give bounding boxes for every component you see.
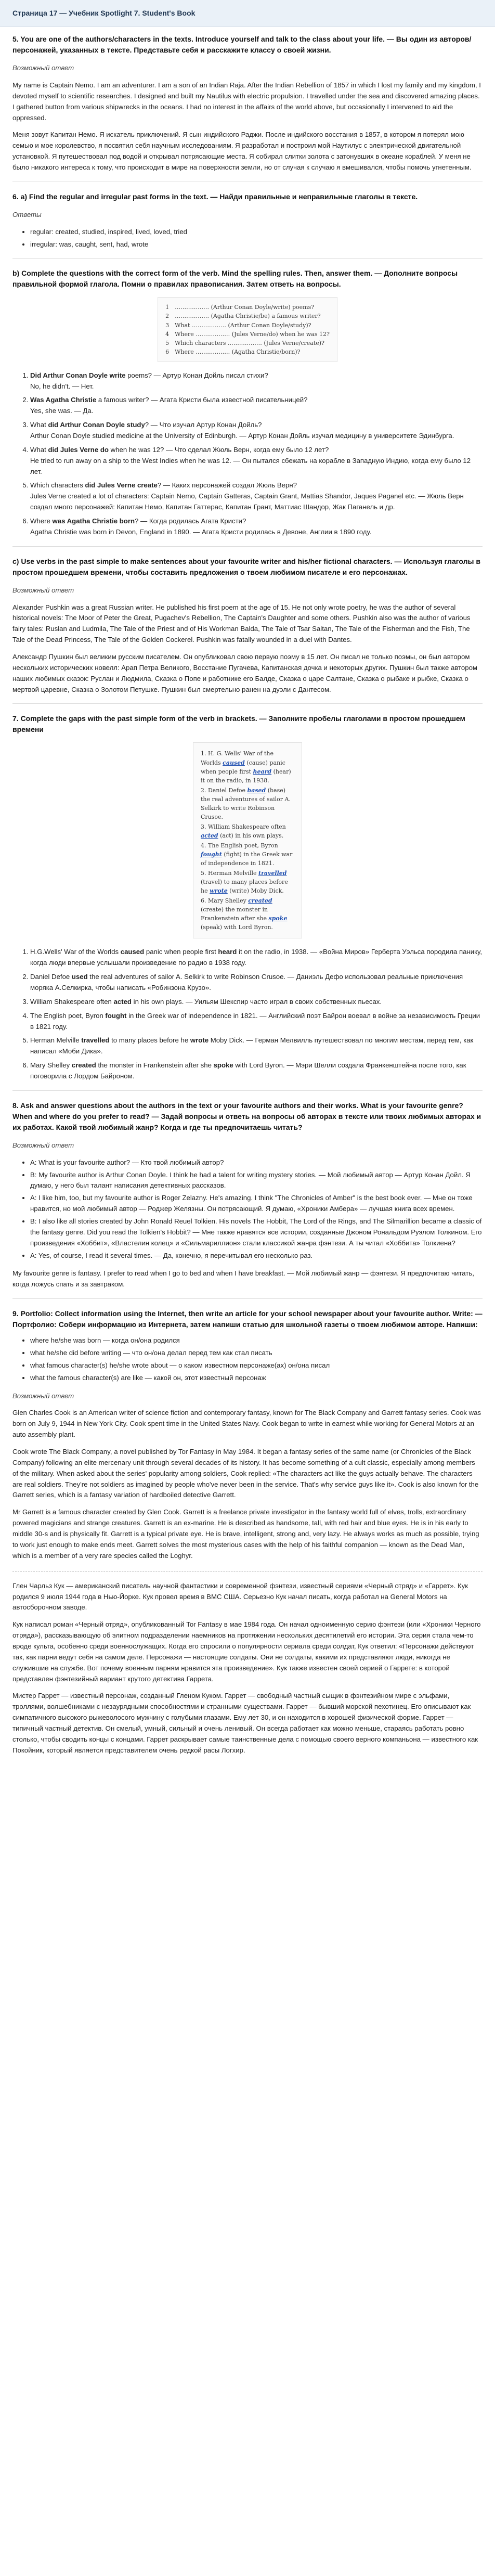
exercise-8-title: 8. Ask and answer questions about the authors in the text or your favourite authors and their works. What is your favourite genre? When and where do you prefer to read? — Задай вопросы и ответь на вопросы об авторах в тексте или твоих любимых авторах и их работах. Какой твой любимый жанр? Когда и где ты предпочитаешь читать? bbox=[12, 1101, 481, 1131]
q-answer: Jules Verne created a lot of characters: Captain Nemo, Captain Gatteras, Captain Grant, Mattias Shandor, Jaques Paganel etc. — Жюль Верн создал много персонажей: Капитан Немо, Капитан Гаттерас, Капитан Грант, Маттиас Шандор, Жак Паганель и др. bbox=[30, 492, 464, 511]
s-mid: to many places before he bbox=[109, 1036, 190, 1045]
dashed-divider bbox=[12, 1571, 483, 1572]
list-item bbox=[30, 420, 483, 442]
row-text: (create) the monster in Frankenstein after she bbox=[201, 906, 269, 922]
s-mid: panic when people first bbox=[144, 948, 218, 956]
row-text: (travel) to many places before he bbox=[201, 879, 288, 895]
exercise-5 bbox=[12, 34, 483, 173]
q-post: poems? — Артур Конан Дойль писал стихи? bbox=[125, 371, 268, 379]
exercise-8-dialogue bbox=[12, 1157, 483, 1261]
content bbox=[0, 34, 495, 1774]
exercise-6a-list bbox=[12, 227, 483, 250]
exercise-8 bbox=[12, 1100, 483, 1290]
exercise-9-en-1: Glen Charles Cook is an American writer of science fiction and contemporary fantasy, known for The Black Company and Garrett fantasy series. Cook was born on July 9, 1944 in New York City. Cook spent time in the United States Navy. Cook began to write in earnest while working for General Motors at an auto assembly plant. bbox=[12, 1409, 481, 1439]
answer-label: Ответы bbox=[12, 210, 42, 218]
book-row: 5. Herman Melville travelled (travel) to many places before he wrote (write) Moby Dick. bbox=[201, 870, 288, 895]
q-answer: Yes, she was. — Да. bbox=[30, 407, 94, 415]
row-text: (fight) in the Greek war of independence in 1821. bbox=[201, 851, 293, 867]
row-text: (speak) with Lord Byron. bbox=[201, 924, 273, 931]
list-item: • what the famous character(s) are like — какой он, этот известный персонаж bbox=[30, 1373, 483, 1384]
exercise-7-book-image bbox=[12, 742, 483, 938]
list-item: • A: What is your favourite author? — Кто твой любимый автор? bbox=[30, 1157, 483, 1168]
s-verb: used bbox=[71, 973, 88, 981]
gap-answer: travelled bbox=[258, 870, 287, 877]
row-text: (hear) it on the radio, in 1938. bbox=[201, 768, 291, 784]
book-excerpt bbox=[193, 742, 302, 938]
row-text: Herman Melville bbox=[208, 870, 258, 877]
q-pre: Which characters bbox=[30, 481, 85, 490]
exercise-7 bbox=[12, 713, 483, 1081]
row-text: H. G. Wells' War of the Worlds bbox=[201, 750, 273, 766]
exercise-6b-answers bbox=[12, 370, 483, 538]
exercise-8-closing: My favourite genre is fantasy. I prefer to read when I go to bed and when I have breakfast. — Мой любимый жанр — фэнтези. Я предпочитаю читать, когда ложусь спать и за завтраком. bbox=[12, 1269, 474, 1289]
list-item bbox=[30, 480, 483, 513]
exercise-9 bbox=[12, 1308, 483, 1756]
page-title: Страница 17 — Учебник Spotlight 7. Student's Book bbox=[12, 9, 196, 17]
row-text: (base) the real adventures of sailor A. Selkirk to write Robinson Crusoe. bbox=[201, 787, 291, 820]
s-verb: created bbox=[71, 1061, 96, 1070]
s-pre: William Shakespeare often bbox=[30, 997, 114, 1006]
row-number: 6 bbox=[201, 897, 204, 905]
s-pre: Daniel Defoe bbox=[30, 973, 72, 981]
gap-answer: based bbox=[247, 787, 266, 794]
list-item: • where he/she was born — когда он/она родился bbox=[30, 1335, 483, 1346]
list-item bbox=[30, 445, 483, 478]
book-row bbox=[165, 339, 330, 347]
q-answer: Arthur Conan Doyle studied medicine at the University of Edinburgh. — Артур Конан Дойль изучал медицину в университете Эдинбурга. bbox=[30, 432, 454, 440]
list-item: • B: I also like all stories created by John Ronald Reuel Tolkien. His novels The Hobbit, The Lord of the Rings, and The Silmarillion became a classic of the fantasy genre. Did you read the Tolkien's Hobbit? — Мне также нравятся все истории, созданные Джоном Рональдом Руэлом Толкином. Его произведения «Хоббит», «Властелин колец» и «Сильмариллион» стали классикой жанра фэнтези. А ты читал «Хоббита» Толкиена? bbox=[30, 1216, 483, 1249]
row-text: Where ……………… (Agatha Christie/born)? bbox=[175, 348, 301, 355]
book-row: 2. Daniel Defoe based (base) the real adventures of sailor A. Selkirk to write Robinson Crusoe. bbox=[201, 787, 291, 820]
q-answer: No, he didn't. — Нет. bbox=[30, 382, 94, 390]
s-pre: The English poet, Byron bbox=[30, 1011, 106, 1020]
row-number: 5 bbox=[165, 339, 170, 346]
exercise-6c-ru: Александр Пушкин был великим русским писателем. Он опубликовал свою первую поэму в 15 лет. Он писал не только поэмы, он был автором нескольких исторических новелл: Арап Петра Великого, Восстание Пугачева, Капитанская дочка и некоторых других. Пушкин был также автором наших любимых сказок: Руслан и Людмила, Сказка о Попе и работнике его Балде, Сказка о царе Салтане, Сказка о рыбаке и рыбке, Сказка о мертвой царевне, Сказка о Золотом Петушке. Пушкин был смертельно ранен на дуэли с Дантесом. bbox=[12, 653, 477, 693]
s-verb: wrote bbox=[190, 1036, 209, 1045]
answer-label: Возможный ответ bbox=[12, 1392, 74, 1400]
row-number: 5 bbox=[201, 870, 204, 877]
gap-answer: created bbox=[248, 897, 272, 905]
book-row: 1. H. G. Wells' War of the Worlds caused (cause) panic when people first heard (hear) it on the radio, in 1938. bbox=[201, 750, 291, 784]
list-item: • what famous character(s) he/she wrote about — о каком известном персонаже(ах) он/она писал bbox=[30, 1360, 483, 1371]
s-pre: Mary Shelley bbox=[30, 1061, 72, 1070]
exercise-7-title: 7. Complete the gaps with the past simple form of the verb in brackets. — Заполните пробелы глаголами в простом прошедшем времени bbox=[12, 714, 465, 734]
s-verb: heard bbox=[218, 948, 237, 956]
row-text: William Shakespeare often bbox=[208, 823, 286, 830]
row-number: 2 bbox=[165, 313, 170, 320]
exercise-9-ru-3: Мистер Гаррет — известный персонаж, созданный Гленом Куком. Гаррет — свободный частный сыщик в фэнтезийном мире с эльфами, троллями, волшебниками с незаурядными способностями и странными существами. Гаррет — бывший морской пехотинец. Его описывают как симпатичного высокого рыжеволосого мужчину с голубыми глазами. Ему лет 30, и он находится в хорошей физической форме. Гаррет — типичный частный детектив. Он смелый, умный, сильный и очень ленивый. Он всегда работает как можно меньше, стараясь работать ровно столько, чтобы сводить концы с концами. Гаррет раскрывает самые таинственные дела с помощью своего верного компаньона — известного как Покойник, который является представителем очень редкой расы Логхир. bbox=[12, 1692, 478, 1754]
row-number: 1 bbox=[201, 750, 204, 757]
s-post: Moby Dick. — Герман Мелвилль путешествовал по многим местам, перед тем, как написал «Моби Дика». bbox=[30, 1036, 474, 1055]
exercise-9-en-2: Cook wrote The Black Company, a novel published by Tor Fantasy in May 1984. It began a fantasy series of the same name (or Chronicles of the Black Company) following an elite mercenary unit through several decades of its history. It has become something of a cult classic, especially among members of the military. When asked about the series' popularity among soldiers, Cook replied: «The characters act like the guys actually behave. The characters are real soldiers. They're not soldiers as imagined by people who've never been in the service. That's why service guys like it». Cook is also known for the Garrett series, which is a fantasy variation of hardboiled detective Garrett. bbox=[12, 1448, 479, 1499]
q-verb: was Agatha Christie born bbox=[52, 517, 135, 525]
row-number: 4 bbox=[165, 330, 170, 338]
exercise-9-en-3: Mr Garrett is a famous character created by Glen Cook. Garrett is a freelance private investigator in the fantasy world full of elves, trolls, extraordinary powered magicians and strange creatures. Garrett is an ex-marine. He is described as handsome, tall, with red hair and blue eyes. He is in his early to middle 30-s and is physically fit. Garrett is a typical private eye. He is brave, intelligent, strong and, very lazy. He always works as much as possible, trying to work just enough to make ends meet. Garrett solves the most mysterious cases with the help of his faithful companion — known as the Dead Man, which is a member of a very rare species called the Loghyr. bbox=[12, 1508, 479, 1560]
list-item: • regular: created, studied, inspired, lived, loved, tried bbox=[30, 227, 483, 238]
list-item bbox=[30, 947, 483, 969]
book-row: 3. William Shakespeare often acted (act) in his own plays. bbox=[201, 823, 286, 839]
list-item bbox=[30, 516, 483, 538]
q-post: a famous writer? — Агата Кристи была известной писательницей? bbox=[96, 396, 308, 404]
exercise-9-title: 9. Portfolio: Collect information using the Internet, then write an article for your school newspaper about your favourite author. Write: — Портфолио: Собери информацию из Интернета, затем напиши статью для школьной газеты о твоем любимом авторе. Напиши: bbox=[12, 1309, 483, 1329]
exercise-5-en: My name is Captain Nemo. I am an adventurer. I am a son of an Indian Raja. After the Indian Rebellion of 1857 in which I lost my family and my kingdom, I devoted myself to scientific researches. I designed and built my Nautilus with electric propulsion. I travelled under the sea and discovered amazing places. I gathered button from various shipwrecks in the oceans. I had no interest in the affairs of the world above, but occasionally I intervened to aid the oppressed. bbox=[12, 81, 481, 122]
book-excerpt bbox=[158, 297, 337, 362]
s-post: it on the radio, in 1938. — «Война Миров» Герберта Уэльса породила панику, когда люди впервые услышали произведение по радио в 1938 году. bbox=[30, 948, 482, 967]
book-row bbox=[165, 347, 330, 356]
row-text: ……………… (Arthur Conan Doyle/write) poems? bbox=[175, 304, 315, 311]
list-item bbox=[30, 997, 483, 1008]
exercise-6c-title: c) Use verbs in the past simple to make sentences about your favourite writer and his/her fictional characters. — Используя глаголы в простом прошедшем времени, чтобы составить предложения о твоем любимом писателе и его персонажах. bbox=[12, 557, 480, 576]
list-item bbox=[30, 1011, 483, 1033]
q-answer: Agatha Christie was born in Devon, England in 1890. — Агата Кристи родилась в Девоне, Англии в 1890 году. bbox=[30, 527, 372, 536]
exercise-7-answers bbox=[12, 947, 483, 1081]
answer-label: Возможный ответ bbox=[12, 1141, 74, 1149]
answer-label: Возможный ответ bbox=[12, 586, 74, 594]
list-item: • B: My favourite author is Arthur Conan Doyle. I think he had a talent for writing mystery stories. — Мой любимый автор — Артур Конан Дойл. Я думаю, у него был талант написания детективных рассказов. bbox=[30, 1170, 483, 1192]
exercise-6a bbox=[12, 191, 483, 250]
row-number: 1 bbox=[165, 304, 170, 311]
s-verb: travelled bbox=[81, 1036, 110, 1045]
q-pre: Where bbox=[30, 517, 53, 525]
book-row: 4. The English poet, Byron fought (fight) in the Greek war of independence in 1821. bbox=[201, 842, 293, 867]
q-pre: What bbox=[30, 421, 48, 429]
divider bbox=[12, 546, 483, 547]
divider bbox=[12, 703, 483, 704]
row-text: Mary Shelley bbox=[208, 897, 249, 905]
exercise-9-ru-1: Глен Чарльз Кук — американский писатель научной фантастики и современной фэнтези, известный сериями «Черный отряд» и «Гаррет». Кук родился 9 июля 1944 года в Нью-Йорке. Кук провел время в ВМС США. Серьезно Кук начал писать, когда работал на General Motors на автосборочном заводе. bbox=[12, 1581, 468, 1612]
s-mid: in his own plays. — Уильям Шекспир часто играл в своих собственных пьесах. bbox=[131, 997, 382, 1006]
list-item: • A: Yes, of course, I read it several times. — Да, конечно, я перечитывал его несколько раз. bbox=[30, 1251, 483, 1261]
q-pre: What bbox=[30, 445, 48, 454]
row-text: (cause) panic when people first bbox=[201, 759, 285, 775]
book-row bbox=[165, 330, 330, 339]
row-text: Which characters ……………… (Jules Verne/create)? bbox=[175, 339, 324, 346]
row-text: The English poet, Byron bbox=[208, 842, 278, 849]
s-mid: the real adventures of sailor A. Selkirk to write Robinson Crusoe. — Даниэль Дефо использовал реальные приключения моряка А.Селкирка, чтобы написать «Робинзона Крузо». bbox=[30, 973, 463, 991]
gap-answer: caused bbox=[223, 759, 245, 766]
row-text: (write) Moby Dick. bbox=[227, 887, 284, 895]
row-text: What ……………… (Arthur Conan Doyle/study)? bbox=[175, 321, 311, 329]
divider bbox=[12, 1298, 483, 1299]
q-post: ? — Что изучал Артур Конан Дойль? bbox=[145, 421, 262, 429]
q-verb: did Jules Verne create bbox=[85, 481, 158, 490]
row-number: 3 bbox=[201, 823, 204, 830]
page-header bbox=[0, 0, 495, 27]
q-post: ? — Когда родилась Агата Кристи? bbox=[135, 517, 246, 525]
list-item bbox=[30, 370, 483, 392]
exercise-6b-book-image bbox=[12, 297, 483, 362]
gap-answer: fought bbox=[201, 851, 222, 858]
row-text: (act) in his own plays. bbox=[218, 832, 284, 839]
answer-label: Возможный ответ bbox=[12, 64, 74, 72]
exercise-6c bbox=[12, 556, 483, 695]
book-row bbox=[165, 312, 330, 320]
s-pre: H.G.Wells' War of the Worlds bbox=[30, 948, 121, 956]
book-row bbox=[165, 321, 330, 330]
exercise-5-ru: Меня зовут Капитан Немо. Я искатель приключений. Я сын индийского Раджи. После индийского восстания в 1857, в котором я потерял мою семью и мое королевство, я посвятил себя научным исследованиям. Я разработал и построил мой Наутилус с электрической двигательной установкой. Я путешествовал под водой и открывал потрясающие места. Я собирал слитки золота с затонувших в океане кораблей. У меня не было никакого интереса к тому, что происходит в мире на поверхности земли, но от случая к случаю я вмешивался, чтобы помочь угнетенным. bbox=[12, 131, 472, 171]
q-verb: Did Arthur Conan Doyle write bbox=[30, 371, 126, 379]
s-pre: Herman Melville bbox=[30, 1036, 82, 1045]
list-item bbox=[30, 395, 483, 417]
q-verb: did Jules Verne do bbox=[48, 445, 109, 454]
row-text: Daniel Defoe bbox=[208, 787, 248, 794]
gap-answer: heard bbox=[253, 768, 272, 775]
book-row bbox=[165, 303, 330, 312]
s-verb: fought bbox=[105, 1011, 127, 1020]
exercise-6b-title: b) Complete the questions with the correct form of the verb. Mind the spelling rules. Then, answer them. — Дополните вопросы правильной формой глагола. Помни о правилах правописания. Затем ответь на вопросы. bbox=[12, 269, 458, 289]
gap-answer: spoke bbox=[268, 915, 288, 922]
gap-answer: acted bbox=[201, 832, 218, 839]
s-verb: acted bbox=[113, 997, 132, 1006]
exercise-6a-title: 6. a) Find the regular and irregular past forms in the text. — Найди правильные и неправильные глаголы в тексте. bbox=[12, 192, 418, 201]
row-number: 3 bbox=[165, 321, 170, 329]
list-item: • what he/she did before writing — что он/она делал перед тем как стал писать bbox=[30, 1348, 483, 1359]
list-item bbox=[30, 972, 483, 994]
s-mid: the monster in Frankenstein after she bbox=[96, 1061, 214, 1070]
exercise-6b bbox=[12, 268, 483, 537]
list-item bbox=[30, 1035, 483, 1057]
q-verb: did Arthur Conan Doyle study bbox=[48, 421, 145, 429]
s-mid: in the Greek war of independence in 1821. — Английский поэт Байрон воевал в войне за независимость Греции в 1821 году. bbox=[30, 1011, 480, 1031]
s-verb: caused bbox=[120, 948, 145, 956]
list-item: • A: I like him, too, but my favourite author is Roger Zelazny. He's amazing. I think "The Chronicles of Amber" is the best book ever. — Мне он тоже нравится, но мой любимый автор — Роджер Желязны. Он потрясающий. Я думаю, «Хроники Амбера» — лучшая книга всех времен. bbox=[30, 1193, 483, 1215]
row-text: ……………… (Agatha Christie/be) a famous writer? bbox=[175, 313, 321, 320]
q-answer: He tried to run away on a ship to the West Indies when he was 12. — Он пытался сбежать на корабле в Западную Индию, когда ему было 12 лет. bbox=[30, 456, 471, 475]
row-text: Where ……………… (Jules Verne/do) when he was 12? bbox=[175, 330, 330, 338]
exercise-9-list bbox=[12, 1335, 483, 1383]
row-number: 4 bbox=[201, 842, 204, 849]
s-post: with Lord Byron. — Мэри Шелли создала Франкенштейна после того, как поговорила с Лордом Байроном. bbox=[30, 1061, 466, 1080]
row-number: 6 bbox=[165, 348, 170, 355]
exercise-5-title: 5. You are one of the authors/characters in the texts. Introduce yourself and talk to the class about your life. — Вы один из авторов/персонажей, указанных в тексте. Представьте себя и расскажите классу о своей жизни. bbox=[12, 35, 472, 55]
gap-answer: wrote bbox=[210, 887, 228, 895]
divider bbox=[12, 258, 483, 259]
exercise-9-ru-2: Кук написал роман «Черный отряд», опубликованный Tor Fantasy в мае 1984 года. Он начал одноименную серию фэнтези (или «Хроники Черного отряда»), рассказывающую об элитном подразделении наемников на протяжении нескольких десятилетий его истории. Эта серия стала чем-то вроде культа, особенно среди военнослужащих. Когда его спросили о популярности сериала среди солдат, Кук ответил: «Персонажи действуют так, как парни ведут себя на самом деле. Персонажи — настоящие солдаты. Они не солдаты, какими их представляют люди, никогда не служившие на службе. Вот почему военным парням нравится эта произведение». Кук также известен своей серией о Гаррете: в которой представлен фэнтезийный вариант крутого детектива Гаррета. bbox=[12, 1620, 481, 1683]
list-item: • irregular: was, caught, sent, had, wrote bbox=[30, 239, 483, 250]
q-post: when he was 12? — Что сделал Жюль Верн, когда ему было 12 лет? bbox=[108, 445, 329, 454]
list-item bbox=[30, 1060, 483, 1082]
row-number: 2 bbox=[201, 787, 204, 794]
s-verb: spoke bbox=[213, 1061, 233, 1070]
q-verb: Was Agatha Christie bbox=[30, 396, 97, 404]
divider bbox=[12, 1090, 483, 1091]
book-row: 6. Mary Shelley created (create) the monster in Frankenstein after she spoke (speak) with Lord Byron. bbox=[201, 897, 288, 931]
q-post: ? — Каких персонажей создал Жюль Верн? bbox=[157, 481, 297, 490]
exercise-6c-en: Alexander Pushkin was a great Russian writer. He published his first poem at the age of 15. He not only wrote poetry, he was the author of several historical novels: The Moor of Peter the Great, Pugachev's Rebellion, The Captain's Daughter and some others. Pushkin also was the author of various fairy tales: Ruslan and Ludmila, The Tale of the Priest and of His Workman Balda, The Tale of Tsar Saltan, The Tale of the Fisherman and the Fish, The Tale of the Dead Princess, The Tale of the Golden Cockerel. Pushkin was fatally wounded in a duel with Dantes. bbox=[12, 603, 471, 644]
